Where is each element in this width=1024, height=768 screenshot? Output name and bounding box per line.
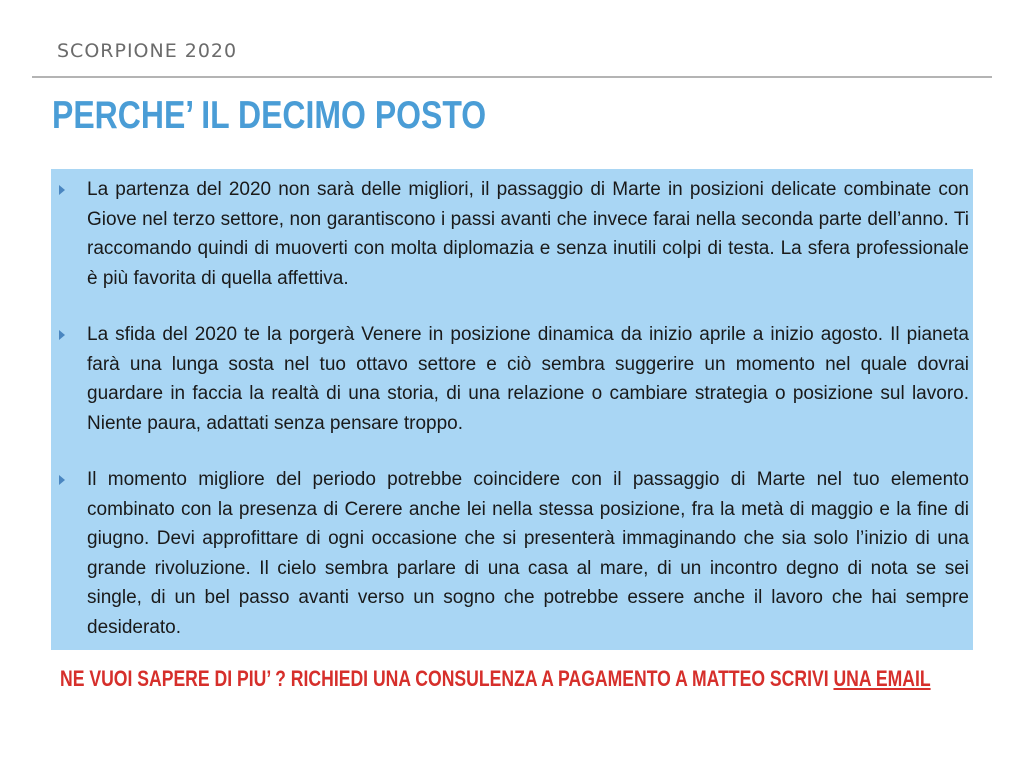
header-label: SCORPIONE 2020	[57, 40, 238, 62]
bullet-arrow-icon	[59, 185, 65, 195]
slide-title: PERCHE’ IL DECIMO POSTO	[52, 94, 487, 137]
bullet-text: Il momento migliore del periodo potrebbe coincidere con il passaggio di Marte nel tuo elemento combinato con la presenza di Cerere anche lei nella stessa posizione, fra la metà di maggio e la fine di giugno. Devi approfittare di ogni occasione che si presenterà immaginando che sia solo l’inizio di una grande rivoluzione. Il cielo sembra parlare di una casa al mare, di un incontro degno di nota se sei single, di un bel passo avanti verso un sogno che potrebbe essere anche il lavoro che hai sempre desiderato.	[87, 469, 969, 638]
bullet-text: La sfida del 2020 te la porgerà Venere in posizione dinamica da inizio aprile a inizio agosto. Il pianeta farà una lunga sosta nel tuo ottavo settore e ciò sembra suggerire un momento nel quale dovrai guardare in faccia la realtà di una storia, di una relazione o cambiare strategia o posizione sul lavoro. Niente paura, adattati senza pensare troppo.	[87, 324, 969, 434]
header-divider	[32, 76, 992, 78]
bullet-arrow-icon	[59, 475, 65, 485]
email-link[interactable]: UNA EMAIL	[833, 666, 931, 691]
cta-text: NE VUOI SAPERE DI PIU’ ? RICHIEDI UNA CONSULENZA A PAGAMENTO A MATTEO SCRIVI	[60, 666, 834, 691]
bullet-text: La partenza del 2020 non sarà delle migliori, il passaggio di Marte in posizioni delicate combinate con Giove nel terzo settore, non garantiscono i passi avanti che invece farai nella seconda parte dell’anno. Ti raccomando quindi di muoverti con molta diplomazia e senza inutili colpi di testa. La sfera professionale è più favorita di quella affettiva.	[87, 179, 969, 289]
bullet-arrow-icon	[59, 330, 65, 340]
consultation-call-to-action	[60, 666, 931, 692]
content-box	[51, 169, 973, 650]
